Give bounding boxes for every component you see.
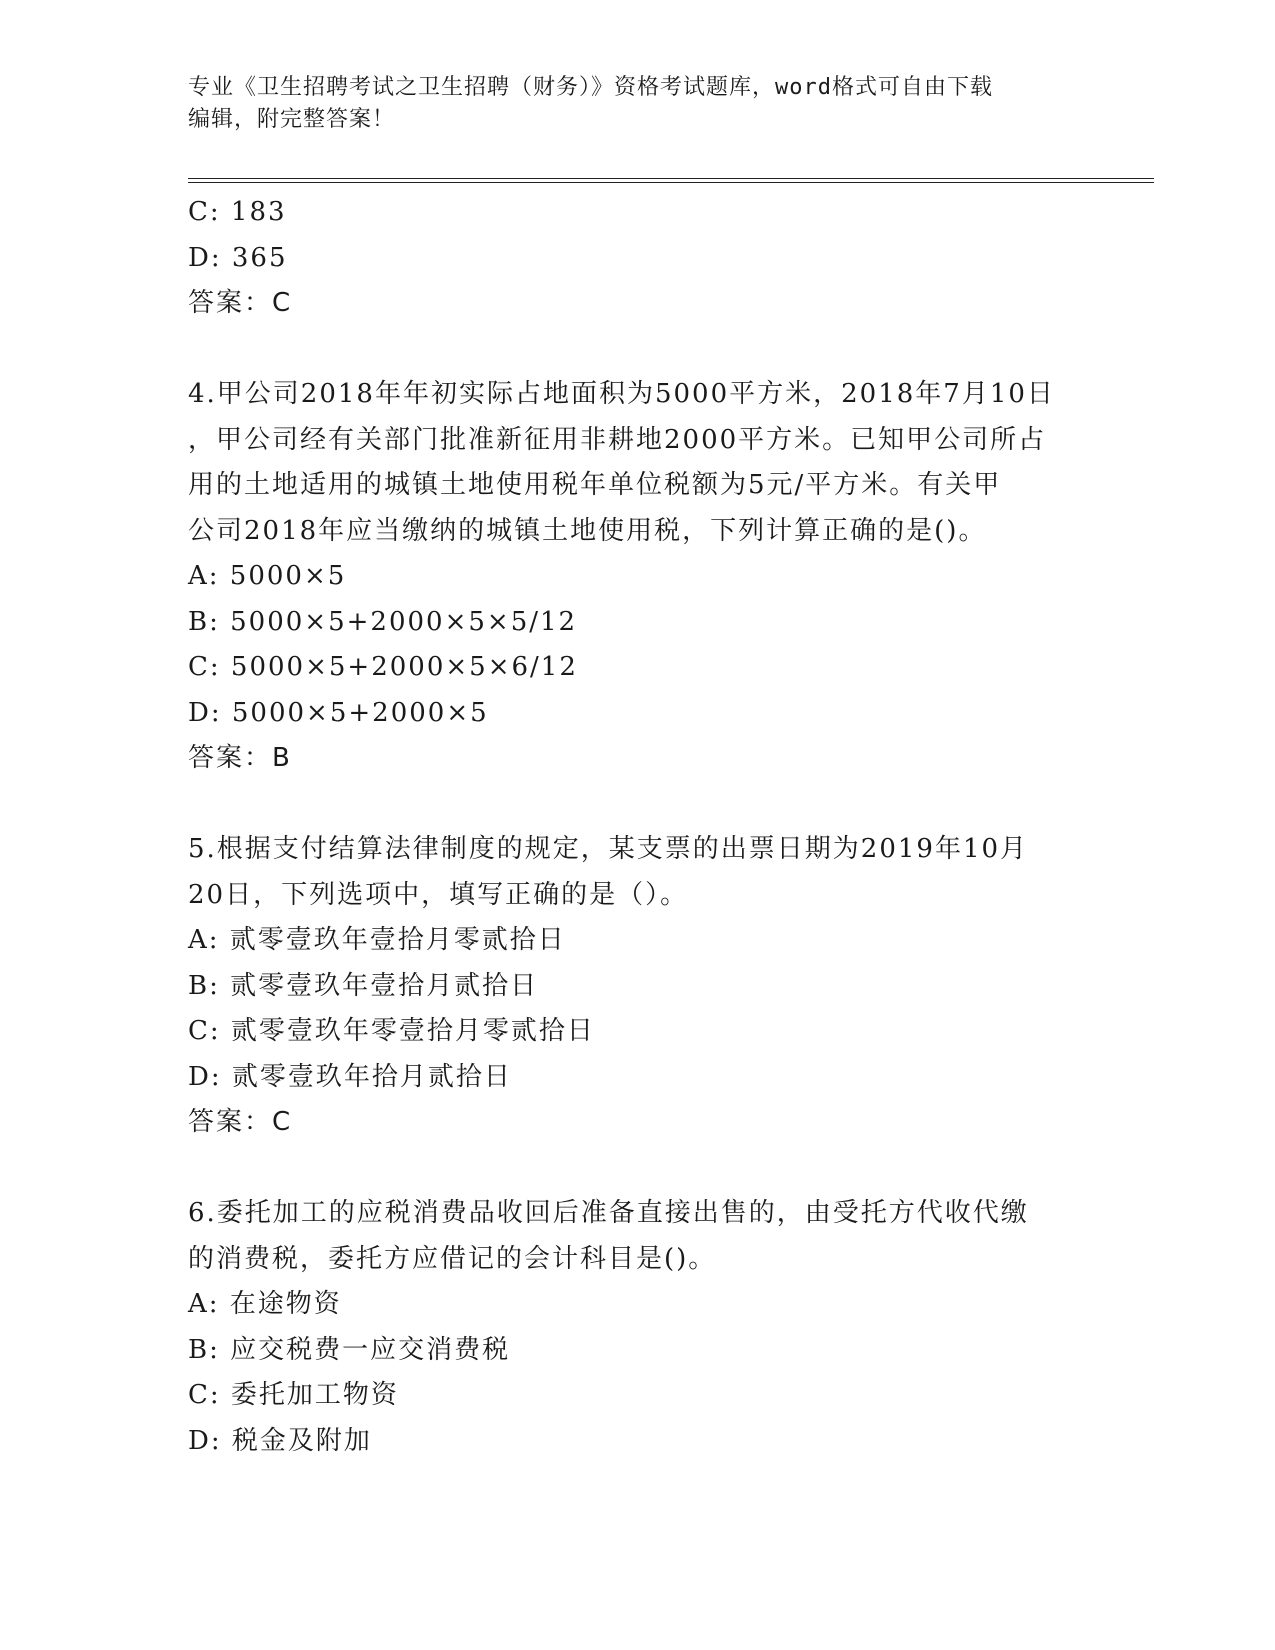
option-b: B: 5000×5+2000×5×5/12 <box>188 606 578 637</box>
option-a: A: 在途物资 <box>188 1289 342 1319</box>
question-text: 公司2018年应当缴纳的城镇土地使用税，下列计算正确的是()。 <box>188 515 987 546</box>
answer: 答案：C <box>188 288 293 318</box>
option-a: A: 贰零壹玖年壹拾月零贰拾日 <box>188 925 566 955</box>
question-6 <box>188 1191 1088 1464</box>
question-3-tail <box>188 190 1088 327</box>
option-c: C: 183 <box>188 197 287 227</box>
question-text: 的消费税，委托方应借记的会计科目是()。 <box>188 1243 717 1274</box>
question-text: 20日，下列选项中，填写正确的是（）。 <box>188 879 689 910</box>
question-4 <box>188 372 1088 782</box>
option-c: C: 5000×5+2000×5×6/12 <box>188 652 578 682</box>
answer: 答案：B <box>188 743 292 773</box>
document-body <box>188 190 1088 1464</box>
spacer <box>188 782 1088 828</box>
question-text: 5.根据支付结算法律制度的规定，某支票的出票日期为2019年10月 <box>188 834 1029 864</box>
option-b: B: 贰零壹玖年壹拾月贰拾日 <box>188 970 539 1001</box>
question-text: 6.委托加工的应税消费品收回后准备直接出售的，由受托方代收代缴 <box>188 1198 1029 1228</box>
header-line: 专业《卫生招聘考试之卫生招聘（财务）》资格考试题库，word格式可自由下载 <box>188 75 993 100</box>
option-d: D: 365 <box>188 242 288 273</box>
spacer <box>188 1146 1088 1192</box>
option-c: C: 委托加工物资 <box>188 1380 399 1410</box>
spacer <box>188 327 1088 373</box>
question-text: 4.甲公司2018年年初实际占地面积为5000平方米，2018年7月10日 <box>188 379 1055 409</box>
page-header <box>188 72 1088 136</box>
question-text: 用的土地适用的城镇土地使用税年单位税额为5元/平方米。有关甲 <box>188 470 1002 500</box>
header-divider <box>188 178 1154 183</box>
option-b: B: 应交税费一应交消费税 <box>188 1334 511 1365</box>
option-c: C: 贰零壹玖年零壹拾月零贰拾日 <box>188 1016 595 1046</box>
question-text: ，甲公司经有关部门批准新征用非耕地2000平方米。已知甲公司所占 <box>188 424 1047 455</box>
answer: 答案：C <box>188 1107 293 1137</box>
option-d: D: 税金及附加 <box>188 1425 372 1456</box>
question-5 <box>188 827 1088 1146</box>
option-d: D: 贰零壹玖年拾月贰拾日 <box>188 1061 512 1092</box>
option-d: D: 5000×5+2000×5 <box>188 697 489 728</box>
header-line: 编辑，附完整答案！ <box>188 107 396 132</box>
option-a: A: 5000×5 <box>188 561 347 591</box>
